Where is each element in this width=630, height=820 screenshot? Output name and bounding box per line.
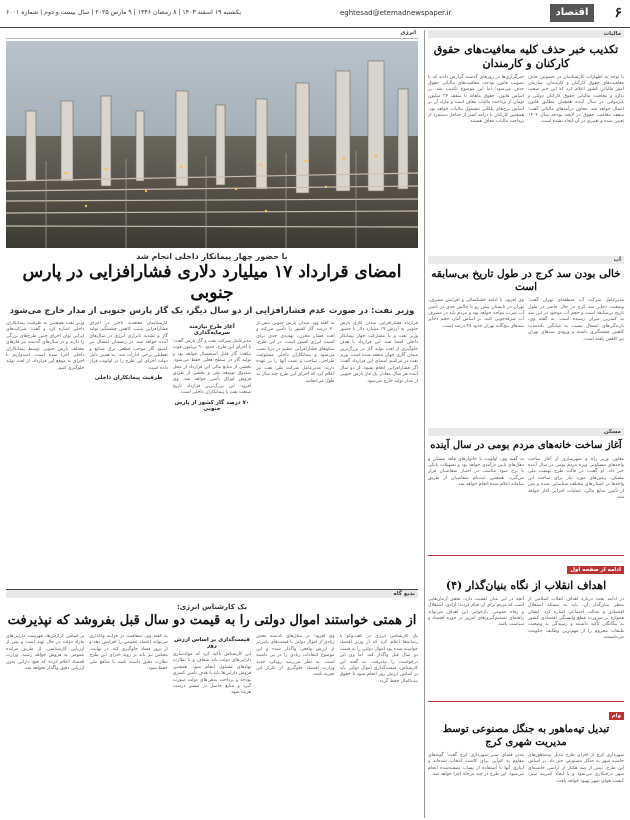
article-body: به گفته وی، اولویت با خانوارهای فاقد مسکن و دهک‌های پایین درآمدی خواهد بود و تسهیلات بانکی با نرخ سود مناسب در اختیار متقاضیان قرار می‌گیرد. همچنین ثبت‌نام متقاضیان از طریق سامانه اعلام شده انجام خواهد شد.: [428, 456, 524, 488]
second-column: این کارشناس تأکید کرد که مولدسازی دارایی‌های دولت باید شفاف و با نظارت نهادهای مسئول انجام شود. همچنین فروش دارایی‌ها باید با هدف تأمین کسری بودجه و پرداخت بدهی‌های دولت صورت گیرد و منابع حاصل در مسیر درست هزینه شود.: [172, 652, 252, 696]
second-body: [6, 634, 418, 814]
second-kicker: یک کارشناس انرژی:: [176, 603, 248, 611]
article-title: تبدیل تپه‌ماهور به جنگل مصنوعی توسط مدیریت شهری کرج: [442, 724, 610, 748]
article-title: آغاز ساخت خانه‌های مردم بومی در سال آینده: [430, 440, 622, 451]
lead-headline: امضای قرارداد ۱۷ میلیارد دلاری فشارافزایی در پارس جنوبی: [22, 262, 402, 303]
second-column: به گفته وی، شفافیت در فرآیند واگذاری می‌تواند اعتماد عمومی را افزایش دهد و از بروز فساد جلوگیری کند. در نهایت، مجلس نیز باید بر روند اجرای این طرح نظارت دقیق داشته باشد تا منافع ملی حفظ شود.: [89, 634, 168, 672]
section-tag: بدیع گاه: [6, 590, 418, 598]
lead-subhead: آغاز طرح نیازمند سرمایه‌گذاری: [189, 324, 235, 336]
article-body: مدیر فضای سبز شهرداری کرج گفت: گونه‌های مقاوم به کم‌آبی برای کاشت انتخاب شده‌اند و آبیاری آنها با استفاده از پساب تصفیه‌شده انجام می‌شود. این طرح در چند مرحله اجرا خواهد شد.: [428, 753, 524, 778]
article-body: خبرگزاری‌ها در روزهای گذشته گزارش دادند که با تصویب قانون بودجه، معافیت‌های مالیاتی حقوق حذف می‌شود؛ اما این موضوع تکذیب شد. بر اساس قانون، حقوق ماهانه تا سقف ۲۴ میلیون تومان از پرداخت مالیات معاف است و مازاد آن بر اساس نرخ‌های پلکانی مشمول مالیات خواهد بود. همچنین کارکنان با درآمد کمتر از حداقل دستمزد از پرداخت مالیات معاف هستند.: [428, 74, 524, 125]
refinery-photo: [6, 41, 418, 248]
article-tag: آب: [428, 256, 624, 264]
page-number: ۶: [614, 5, 622, 21]
second-subhead: قیمت‌گذاری بر اساس ارزش روز: [174, 637, 250, 649]
lead-subhead: ۷۰ درصد گاز کشور از پارس جنوبی: [174, 399, 250, 412]
second-column: یک کارشناس انرژی در گفت‌وگو با رسانه‌ها اعلام کرد که از وزیر اقتصاد خواسته شده بود اموال دولتی را به قیمت دو سال قبل واگذار کند، اما وی این درخواست را نپذیرفت. به گفته این کارشناس، قیمت‌گذاری اموال دولتی باید بر اساس ارزش روز انجام شود تا حقوق بیت‌المال حفظ گردد.: [339, 634, 418, 684]
article-housing: [428, 428, 624, 548]
article-tag: وام: [609, 712, 624, 720]
second-column: بر اساس گزارش‌ها، فهرست دارایی‌های مازاد دولت در حال تهیه است و پس از ارزیابی کارشناسی، از طریق مزایده عمومی به فروش خواهد رسید. وزارت اقتصاد اعلام کرده که هیچ دارایی بدون ارزیابی دقیق واگذار نخواهد شد.: [6, 634, 85, 672]
lead-body: [6, 321, 418, 586]
lead-column: به گفته وی، میدان پارس جنوبی بیش از ۷۰ درصد گاز کشور را تأمین می‌کند و افت فشار مخزن، تهدیدی جدی برای امنیت انرژی کشور است. در این طرح، سکوهای فشارافزایی عظیم در دریا نصب می‌شود و پیمانکاران داخلی مسئولیت طراحی، ساخت و نصب آنها را بر عهده دارند. مدیرعامل شرکت ملی نفت نیز اعلام کرد که اجرای این طرح چند سال به طول می‌انجامد.: [256, 321, 335, 384]
lead-column: قرارداد فشارافزایی میدان گازی پارس جنوبی به ارزش ۱۷ میلیارد دلار با حضور وزیر نفت و با مشارکت چهار پیمانکار داخلی امضا شد. این قرارداد با هدف جلوگیری از افت تولید گاز در بزرگ‌ترین میدان گازی جهان منعقد شده است. وزیر نفت در مراسم امضای این قرارداد گفت: اگر فشارافزایی انجام نشود، از دو سال آینده هر سال معادل یک فاز پارس جنوبی از مدار تولید خارج می‌شود.: [339, 321, 418, 384]
article-body: مدیرعامل شرکت آب منطقه‌ای تهران گفت: وضعیت ذخایر سد کرج در حال حاضر در طول تاریخ بی‌سابقه است و حجم آب موجود در این سد به کمترین میزان رسیده است. به گفته وی، بارندگی‌های امسال نسبت به میانگین بلندمدت کاهش چشمگیری داشته و ورودی سدهای تهران نیز کاهش یافته است.: [528, 298, 624, 342]
article-body: معاون وزیر راه و شهرسازی از آغاز ساخت واحدهای مسکونی ویژه مردم بومی در سال آینده خبر داد. او گفت: در قالب طرح نهضت ملی مسکن، زمین‌های مورد نیاز برای ساخت این واحدها در استان‌های مختلف شناسایی شده و پس از تأمین منابع مالی، عملیات اجرایی آغاز خواهد شد.: [528, 456, 624, 500]
article-tax: [428, 30, 624, 252]
lead-subtitle: وزیر نفت: در صورت عدم فشارافزایی از دو سال دیگر، یک گاز پارس جنوبی از مدار خارج می‌شود: [9, 306, 415, 316]
lead-kicker: با حضور چهار پیمانکار داخلی انجام شد: [136, 252, 288, 261]
lead-column: وزیر نفت همچنین به ظرفیت پیمانکاران داخلی اشاره کرد و گفت: شرکت‌های ایرانی توان اجرای چنین طرح‌های بزرگی را دارند و در سال‌های گذشته نیز فازهای مختلف پارس جنوبی توسط پیمانکاران داخلی اجرا شده است. امیدواریم با اجرای به موقع این قرارداد، از افت تولید جلوگیری کنیم.: [6, 321, 85, 371]
article-body: وی افزود: با ادامه خشکسالی و افزایش مصرف، تهران در تابستان پیش رو با چالش جدی در تأمین آب شرب مواجه خواهد بود و مردم باید در مصرف آب صرفه‌جویی کنند. بر اساس آمار، حجم ذخایر سدهای پنج‌گانه تهران حدود ۲۸ درصد است.: [428, 298, 524, 329]
second-headline: از همتی خواستند اموال دولتی را به قیمت دو سال قبل بفروشد که نپذیرفت: [7, 613, 417, 628]
right-column: [428, 30, 624, 818]
article-title: اهداف انقلاب از نگاه بنیان‌گذار (۴): [445, 579, 607, 592]
lead-column: مدیرعامل شرکت نفت و گاز پارس گفت: با اجرای این طرح، حدود ۹۰ تریلیون فوت مکعب گاز قابل استحصال خواهد بود و تولید گاز در سطح فعلی حفظ می‌شود. بخشی از منابع مالی این قرارداد از محل صندوق توسعه ملی و بخشی از طریق فروش اوراق تأمین خواهد شد. وی افزود: این بزرگ‌ترین قرارداد تاریخ صنعت نفت با پیمانکاران داخلی است.: [172, 339, 252, 396]
article-title: تکذیب خبر حذف کلیه معافیت‌های حقوق کارکنان و کارمندان: [433, 43, 619, 70]
article-tag: ادامه از صفحه اول: [567, 566, 624, 574]
main-area: [6, 30, 418, 818]
date-line: یکشنبه ۱۹ اسفند ۱۴۰۳ | ۸ رمضان ۱۴۴۶ | ۹ مارس ۲۰۲۵ | سال بیست و دوم | شماره ۶۰۰۱: [6, 9, 242, 16]
article-body: آنچه در این میان اهمیت دارد، تحقق آرمان‌هایی است که مردم برای آن قیام کردند؛ آزادی، استقلال و رفاه عمومی. بازخوانی این اهداف می‌تواند راهنمای تصمیم‌گیری‌های امروز در حوزه اقتصاد و سیاست باشد.: [428, 596, 524, 628]
article-water: [428, 256, 624, 424]
second-column: وی افزود: در سال‌های گذشته بخش زیادی از اموال دولتی با قیمت‌های پایین‌تر از ارزش واقعی واگذار شده و این موضوع انتقادات زیادی را در پی داشته است. به نظر می‌رسد رویکرد جدید وزارت اقتصاد جلوگیری از تکرار این تجربه باشد.: [256, 634, 335, 678]
article-karaj: [428, 698, 624, 818]
section-tag: انرژی: [6, 30, 418, 39]
article-body: شهرداری کرج از اجرای طرح تبدیل تپه‌ماهورهای حاشیه شهر به جنگل مصنوعی خبر داد. بر اساس این طرح، بیش از صد هکتار از اراضی حاشیه‌ای شهر درختکاری می‌شود و با ایجاد کمربند سبز، کیفیت هوای شهر بهبود خواهد یافت.: [528, 753, 624, 784]
article-title: خالی بودن سد کرج در طول تاریخ بی‌سابقه است: [431, 268, 621, 294]
article-tag: مالیات: [428, 30, 624, 38]
lead-subhead: ظرفیت پیمانکاران داخلی: [94, 375, 163, 382]
page-header: [0, 0, 630, 28]
article-body: با توجه به اظهارات کارشناسان در خصوص حذف معافیت‌های حقوق کارکنان و کارمندان، سازمان امور مالیاتی کشور اعلام کرد که این خبر صحت ندارد و معافیت مالیاتی حقوق کارکنان دولتی و غیردولتی در سال آینده همچنان مطابق قانون اعمال خواهد شد. معاون درآمدهای مالیاتی گفت: سقف معافیت حقوق در لایحه بودجه سال ۱۴۰۴ تعیین شده و تغییری در آن ایجاد نشده است.: [528, 74, 624, 125]
article-revolution: [428, 552, 624, 694]
column-divider: [424, 30, 425, 818]
article-body: در ادامه بحث درباره اهداف انقلاب اسلامی از منظر بنیان‌گذار آن، باید به مسئله استقلال اقتصادی و عدالت اجتماعی اشاره کرد. ایشان همواره بر ضرورت قطع وابستگی اقتصادی کشور به بیگانگان تأکید داشتند و رسیدگی به وضعیت طبقات محروم را از مهم‌ترین وظایف حکومت می‌دانستند.: [528, 596, 624, 641]
website-address: eghtesad@etemadnewspaper.ir: [340, 9, 452, 17]
section-label: اقتصاد: [550, 4, 594, 22]
article-tag: مسکن: [428, 428, 624, 436]
lead-column: کارشناسان معتقدند تأخیر در اجرای فشارافزایی سبب کاهش چشمگیر تولید گاز و تشدید ناترازی انرژی در سال‌های آینده خواهد شد. در زمستان امسال نیز کمبود گاز موجب قطعی برق صنایع و تعطیلی برخی ادارات شد. به همین دلیل دولت اجرای این طرح را در اولویت قرار داده است.: [89, 321, 168, 371]
